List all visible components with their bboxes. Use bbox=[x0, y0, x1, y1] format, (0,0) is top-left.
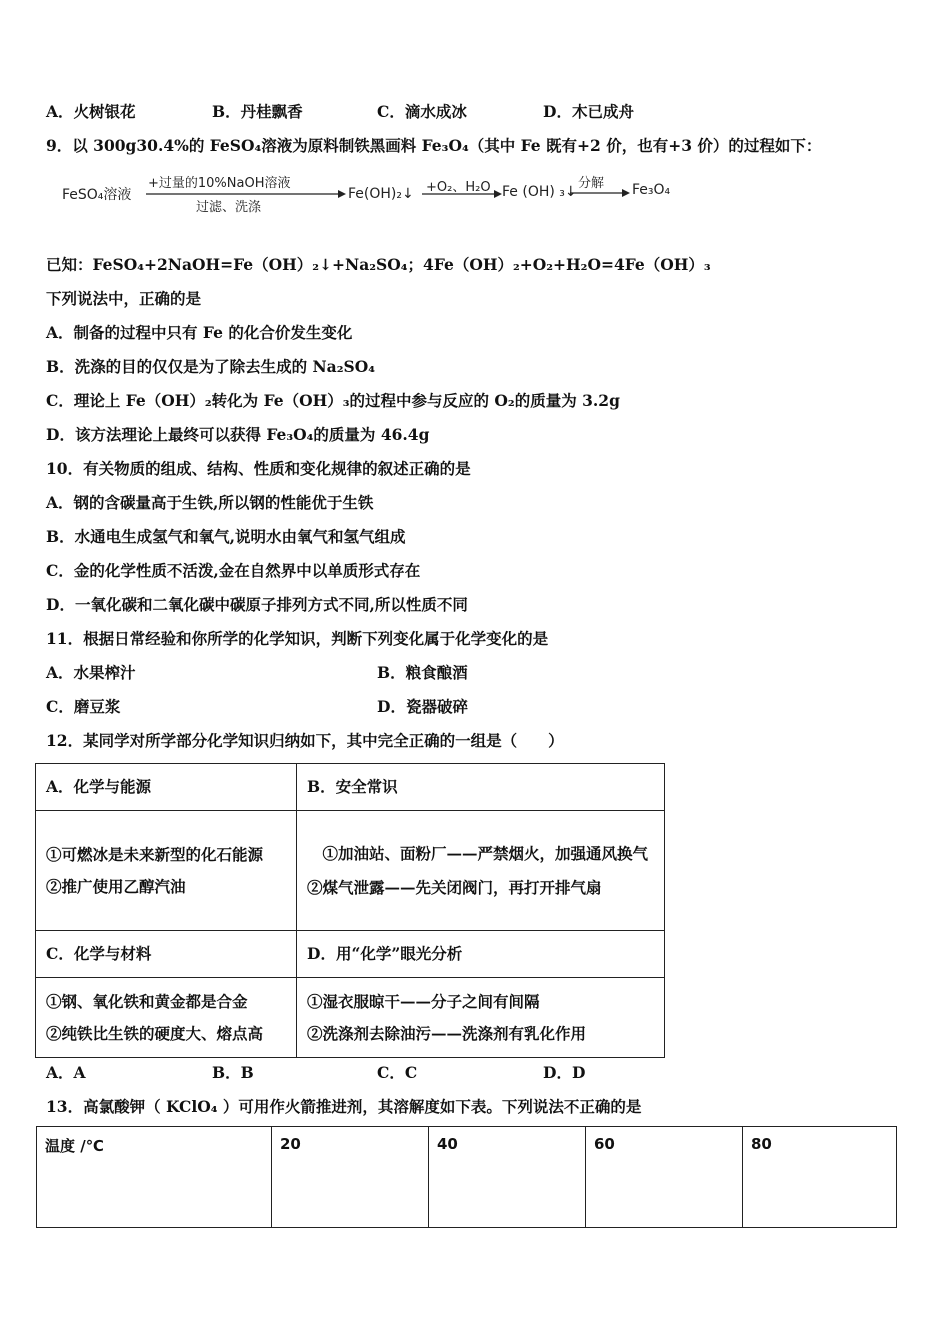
q11-option-a: A．水果榨汁 bbox=[46, 663, 136, 682]
q12-d-line2: ②洗涤剂去除油污——洗涤剂有乳化作用 bbox=[307, 1023, 587, 1043]
arrow3-icon bbox=[570, 188, 630, 198]
q11-option-b: B．粮食酿酒 bbox=[377, 663, 468, 682]
q12-d-line1: ①湿衣服晾干——分子之间有间隔 bbox=[307, 991, 540, 1011]
q8-option-b: B．丹桂飘香 bbox=[212, 102, 303, 121]
q12-table bbox=[35, 763, 665, 1058]
q9-option-c: C．理论上 Fe（OH）₂转化为 Fe（OH）₃的过程中参与反应的 O₂的质量为 3.2g bbox=[46, 391, 620, 410]
q11-option-d: D．瓷器破碎 bbox=[377, 697, 468, 716]
q8-option-d: D．木已成舟 bbox=[543, 102, 634, 121]
q11-stem: 11．根据日常经验和你所学的化学知识，判断下列变化属于化学变化的是 bbox=[46, 629, 549, 648]
q12-cell-a-head: A．化学与能源 bbox=[36, 764, 297, 811]
q13-header-80: 80 bbox=[743, 1127, 897, 1228]
q12-option-b: B．B bbox=[212, 1063, 254, 1082]
q12-option-c: C．C bbox=[377, 1063, 418, 1082]
q8-option-a: A．火树银花 bbox=[46, 102, 136, 121]
q11-option-c: C．磨豆浆 bbox=[46, 697, 121, 716]
q12-cell-c-head: C．化学与材料 bbox=[36, 931, 297, 978]
q12-option-a: A．A bbox=[46, 1063, 86, 1082]
flow-end: Fe₃O₄ bbox=[632, 182, 671, 198]
q12-cell-d-body bbox=[297, 978, 665, 1058]
q12-cell-b-body bbox=[297, 811, 665, 931]
q10-option-b: B．水通电生成氢气和氧气,说明水由氧气和氢气组成 bbox=[46, 527, 406, 546]
q9-flow-diagram bbox=[62, 172, 682, 222]
flow-arrow1-top: +过量的10%NaOH溶液 bbox=[148, 176, 291, 191]
q8-option-c: C．滴水成冰 bbox=[377, 102, 467, 121]
q9-option-d: D．该方法理论上最终可以获得 Fe₃O₄的质量为 46.4g bbox=[46, 425, 430, 444]
q12-option-d: D．D bbox=[543, 1063, 586, 1082]
q12-cell-c-body bbox=[36, 978, 297, 1058]
flow-start: FeSO₄溶液 bbox=[62, 187, 132, 203]
q12-b-line2: ②煤气泄露——先关闭阀门，再打开排气扇 bbox=[307, 877, 602, 897]
q13-header-20: 20 bbox=[272, 1127, 429, 1228]
q12-b-line1: ①加油站、面粉厂——严禁烟火，加强通风换气 bbox=[307, 843, 649, 863]
flow-arrow1-bottom: 过滤、洗涤 bbox=[196, 200, 262, 215]
q9-prompt: 下列说法中，正确的是 bbox=[46, 289, 202, 308]
arrow2-icon bbox=[422, 189, 502, 199]
q13-header-60: 60 bbox=[586, 1127, 743, 1228]
q13-header-temp: 温度 /℃ bbox=[37, 1127, 272, 1228]
flow-mid1: Fe(OH)₂↓ bbox=[348, 186, 414, 202]
flow-arrow3-top: 分解 bbox=[578, 176, 605, 191]
q10-stem: 10．有关物质的组成、结构、性质和变化规律的叙述正确的是 bbox=[46, 459, 471, 478]
q10-option-a: A．钢的含碳量高于生铁,所以钢的性能优于生铁 bbox=[46, 493, 374, 512]
q12-a-line2: ②推广使用乙醇汽油 bbox=[46, 876, 186, 896]
q12-cell-a-body bbox=[36, 811, 297, 931]
q9-known: 已知：FeSO₄+2NaOH=Fe（OH）₂↓+Na₂SO₄；4Fe（OH）₂+O₂+H₂O=4Fe（OH）₃ bbox=[46, 255, 711, 274]
q10-option-c: C．金的化学性质不活泼,金在自然界中以单质形式存在 bbox=[46, 561, 421, 580]
q12-c-line1: ①钢、氧化铁和黄金都是合金 bbox=[46, 991, 248, 1011]
q9-option-a: A．制备的过程中只有 Fe 的化合价发生变化 bbox=[46, 323, 353, 342]
q13-header-40: 40 bbox=[429, 1127, 586, 1228]
q10-option-d: D．一氧化碳和二氧化碳中碳原子排列方式不同,所以性质不同 bbox=[46, 595, 468, 614]
q12-stem: 12．某同学对所学部分化学知识归纳如下，其中完全正确的一组是（ ） bbox=[46, 731, 564, 750]
flow-arrow2-top: +O₂、H₂O bbox=[426, 180, 491, 195]
q9-stem: 9．以 300g30.4%的 FeSO₄溶液为原料制铁黑画料 Fe₃O₄（其中 Fe 既有+2 价，也有+3 价）的过程如下： bbox=[46, 136, 822, 155]
q12-cell-d-head: D．用“化学”眼光分析 bbox=[297, 931, 665, 978]
q13-stem: 13．高氯酸钾（ KClO₄ ）可用作火箭推进剂，其溶解度如下表。下列说法不正确的是 bbox=[46, 1097, 642, 1116]
q12-cell-b-head: B．安全常识 bbox=[297, 764, 665, 811]
flow-mid2: Fe (OH) ₃↓ bbox=[502, 184, 577, 200]
q9-option-b: B．洗涤的目的仅仅是为了除去生成的 Na₂SO₄ bbox=[46, 357, 375, 376]
q12-c-line2: ②纯铁比生铁的硬度大、熔点高 bbox=[46, 1023, 264, 1043]
q13-table bbox=[36, 1126, 897, 1228]
q12-a-line1: ①可燃冰是未来新型的化石能源 bbox=[46, 844, 264, 864]
